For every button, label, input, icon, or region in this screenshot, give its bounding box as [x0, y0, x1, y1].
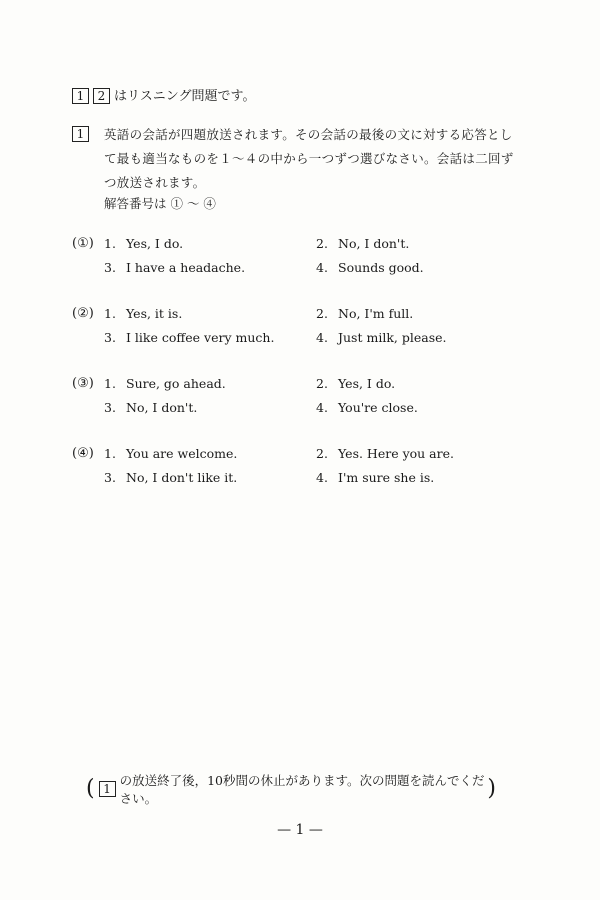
instruction-text: 英語の会話が四題放送されます。その会話の最後の文に対する応答として最も適当なものを１～４の中から一つずつ選びなさい。会話は二回ずつ放送されます。 — [104, 127, 514, 190]
option-text: Yes. Here you are. — [338, 446, 454, 461]
option-number: 1. — [104, 446, 116, 461]
question-number: (④) — [72, 446, 94, 461]
option — [104, 330, 274, 345]
option — [104, 236, 183, 251]
option-text: Sure, go ahead. — [126, 376, 226, 391]
section-box-1: 1 — [72, 88, 89, 104]
option-number: 2. — [316, 306, 328, 321]
option-text: Just milk, please. — [338, 330, 447, 345]
option — [316, 236, 409, 251]
section-box-2: 2 — [93, 88, 110, 104]
option-number: 2. — [316, 236, 328, 251]
question-number: (②) — [72, 306, 94, 321]
option-number: 1. — [104, 236, 116, 251]
option-number: 2. — [316, 376, 328, 391]
option — [316, 446, 454, 461]
option-text: I have a headache. — [126, 260, 246, 275]
option — [316, 376, 395, 391]
option-number: 4. — [316, 400, 328, 415]
option-number: 1. — [104, 376, 116, 391]
option-text: No, I don't like it. — [126, 470, 238, 485]
option-text: I'm sure she is. — [338, 470, 435, 485]
option-number: 1. — [104, 306, 116, 321]
option-text: Yes, I do. — [338, 376, 396, 391]
close-paren-icon: ) — [487, 776, 496, 801]
open-paren-icon: ( — [86, 776, 95, 801]
option — [316, 470, 434, 485]
option — [316, 400, 418, 415]
option-number: 2. — [316, 446, 328, 461]
option-number: 3. — [104, 330, 116, 345]
option — [104, 376, 226, 391]
option — [316, 306, 413, 321]
option — [316, 330, 446, 345]
option — [316, 260, 424, 275]
option — [104, 260, 245, 275]
option — [104, 306, 182, 321]
option — [104, 470, 237, 485]
option-number: 4. — [316, 470, 328, 485]
intro-line — [72, 85, 255, 104]
option-text: No, I'm full. — [338, 306, 414, 321]
page-number: — 1 — — [277, 822, 323, 838]
option-text: You are welcome. — [126, 446, 238, 461]
option — [104, 446, 237, 461]
option-text: Yes, it is. — [126, 306, 183, 321]
intro-text: はリスニング問題です。 — [114, 89, 256, 104]
question-number: (③) — [72, 376, 94, 391]
option-text: I like coffee very much. — [126, 330, 275, 345]
option-text: Sounds good. — [338, 260, 424, 275]
question-box-1: 1 — [72, 126, 89, 142]
option-text: No, I don't. — [126, 400, 198, 415]
question-number: (①) — [72, 236, 94, 251]
option-text: No, I don't. — [338, 236, 410, 251]
option-number: 4. — [316, 260, 328, 275]
option — [104, 400, 197, 415]
footer-text: の放送終了後，10秒間の休止があります。次の問題を読んでください。 — [119, 773, 485, 806]
option-number: 3. — [104, 260, 116, 275]
footer-note — [86, 773, 496, 806]
option-number: 3. — [104, 470, 116, 485]
option-number: 4. — [316, 330, 328, 345]
option-text: You're close. — [338, 400, 418, 415]
answer-number-label: 解答番号は ① ～ ④ — [104, 196, 216, 211]
footer-box: 1 — [99, 781, 116, 797]
option-text: Yes, I do. — [126, 236, 184, 251]
option-number: 3. — [104, 400, 116, 415]
